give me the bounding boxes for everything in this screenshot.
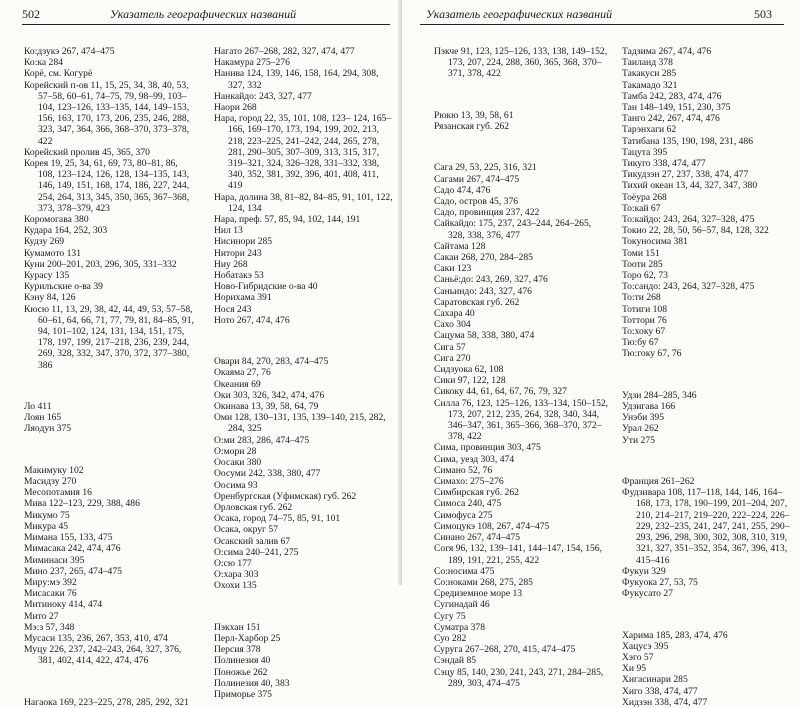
- index-entry: Нисинори 285: [214, 236, 273, 248]
- index-entry: Нара, долина 38, 81–82, 84–85, 91, 101, 122, 124, 134: [214, 191, 393, 214]
- index-entry: Тан 148–149, 151, 230, 375: [622, 102, 731, 114]
- index-entry: Токуносима 381: [622, 236, 688, 248]
- index-entry: Ното 267, 474, 476: [214, 314, 290, 326]
- index-entry: Мэ:з 57, 348: [24, 621, 75, 633]
- index-entry: Татибана 135, 190, 198, 231, 486: [622, 135, 754, 147]
- index-entry: О:сима 240–241, 275: [214, 546, 299, 558]
- index-entry: Саньё:до: 243, 269, 327, 476: [434, 274, 548, 286]
- index-entry: О:ми 283, 286, 474–475: [214, 434, 310, 446]
- index-entry: Курильские о-ва 39: [24, 281, 103, 293]
- index-entry: Микура 45: [24, 520, 69, 532]
- letter-group-gap: [434, 89, 610, 100]
- index-entry: Нагаока 169, 223–225, 278, 285, 292, 321: [24, 696, 189, 708]
- index-entry: Таиланд 378: [622, 57, 673, 69]
- index-entry: Лоян 165: [24, 412, 62, 424]
- index-entry: Мусаси 135, 236, 267, 353, 410, 474: [24, 632, 168, 644]
- index-entry: Ко:дзукэ 267, 474–475: [24, 46, 115, 57]
- index-entry: Тоттори 76: [622, 314, 667, 326]
- index-entry: Симофуса 275: [434, 509, 493, 521]
- index-entry: Удзи 284–285, 346: [622, 389, 697, 401]
- letter-group-gap: [24, 444, 196, 455]
- letter-group-gap: [24, 676, 196, 687]
- index-entry: Кудара 164, 252, 303: [24, 225, 108, 237]
- right-page: [402, 0, 800, 708]
- index-entry: Персия 378: [214, 644, 261, 656]
- index-entry: Франция 261–262: [622, 476, 695, 488]
- index-entry: Ляодун 375: [24, 423, 72, 435]
- index-entry: Оми 128, 130–131, 135, 139–140, 215, 282, 284, 325: [214, 412, 386, 435]
- index-entry: Сахара 40: [434, 308, 475, 320]
- index-entry: Томи 151: [622, 247, 660, 259]
- index-entry: Ло 411: [24, 401, 52, 413]
- letter-group-gap: [24, 380, 196, 391]
- index-entry: О:мори 28: [214, 445, 257, 457]
- index-entry: Сайтама 128: [434, 240, 486, 252]
- index-entry: Океания 69: [214, 378, 261, 390]
- index-entry: Оосима 93: [214, 479, 258, 491]
- index-entry: Осака, округ 57: [214, 524, 278, 536]
- right-running-head: [402, 5, 800, 23]
- index-entry: Нара, город 22, 35, 101, 108, 123– 124, 165–166, 169–170, 173, 194, 199, 202, 213, 218, 223–225, 241–242, 244, 265, 278, 281, 290–305, 307–309, 313, 315, 317, 319–321, 324, 326–328, 331–332, 338, 340, 352, 381, 392, 396, 401, 408, 411, 419: [214, 113, 392, 192]
- index-entry: То:хоку 67: [622, 326, 666, 338]
- index-entry: Симоцукэ 108, 267, 474–475: [434, 520, 550, 532]
- index-entry: Такамадо 321: [622, 79, 678, 91]
- index-entry: Саратовская губ. 262: [434, 296, 520, 308]
- index-entry: Курасу 135: [24, 270, 70, 282]
- right-index-column-2: [622, 46, 794, 708]
- index-entry: Фукуока 27, 53, 75: [622, 576, 698, 588]
- index-entry: Сагами 267, 474–475: [434, 173, 520, 185]
- index-entry: Рюкю 13, 39, 58, 61: [434, 109, 514, 121]
- index-entry: Нанива 124, 139, 146, 158, 164, 294, 308, 327, 332: [214, 68, 379, 91]
- index-entry: Тарэнхаги 62: [622, 124, 677, 136]
- index-entry: Сайкайдо: 175, 237, 243–244, 264–265, 328, 338, 376, 477: [434, 218, 592, 241]
- index-entry: Мимасака 242, 474, 476: [24, 543, 121, 555]
- index-entry: Тамба 242, 283, 474, 476: [622, 90, 722, 102]
- index-entry: Хэго 57: [622, 651, 654, 663]
- index-entry: Синано 267, 474–475: [434, 532, 521, 544]
- index-entry: Тоёура 268: [622, 191, 667, 203]
- index-entry: Нитори 243: [214, 247, 262, 259]
- left-running-title: Указатель географических названий: [110, 7, 297, 21]
- index-entry: Нагато 267–268, 282, 327, 474, 477: [214, 46, 355, 57]
- index-entry: Сага 29, 53, 225, 316, 321: [434, 162, 537, 174]
- index-entry: Сугу 75: [434, 610, 466, 622]
- left-running-head: [0, 5, 402, 23]
- index-entry: Согя 96, 132, 139–141, 144–147, 154, 156, 189, 191, 221, 255, 422: [434, 543, 603, 566]
- left-header-rule: [22, 24, 390, 25]
- index-entry: Корейский пролив 45, 365, 370: [24, 146, 150, 158]
- index-entry: Со:ноками 268, 275, 285: [434, 576, 533, 588]
- right-index-column-1: [434, 46, 610, 689]
- index-entry: Миру:мэ 392: [24, 576, 77, 588]
- letter-group-gap: [622, 369, 794, 380]
- index-entry: Мито 27: [24, 610, 59, 622]
- index-entry: Микумо 75: [24, 509, 70, 521]
- index-entry: Фудзивара 108, 117–118, 144, 146, 164–168, 173, 178, 190–199, 201–204, 207, 210, 214–217, 219–220, 222–224, 226–229, 232–235, 241, 247, 241, 255, 290–293, 296, 298, 300, 302, 308, 310, 319, 321, 327, 351–352, 354, 367, 396, 413, 415–416: [622, 487, 790, 566]
- index-entry: Сига 57: [434, 341, 466, 353]
- index-entry: Сима, уезд 303, 474: [434, 453, 515, 465]
- index-entry: Сацума 58, 338, 380, 474: [434, 330, 535, 342]
- letter-group-gap: [622, 609, 794, 620]
- index-entry: Миминаси 395: [24, 554, 85, 566]
- index-entry: Симоса 240, 475: [434, 498, 502, 510]
- index-entry: Кюсю 11, 13, 29, 38, 42, 44, 49, 53, 57–58, 60–61, 64, 66, 71, 77, 79, 81, 84–85, 91, 94, 101–102, 124, 131, 134, 151, 175, 178, 197, 199, 217–218, 236, 239, 244, 269, 328, 332, 347, 370, 372, 377–380, 386: [24, 303, 194, 371]
- index-entry: Мино 237, 265, 474–475: [24, 565, 122, 577]
- index-entry: Охохи 135: [214, 580, 257, 592]
- index-entry: Сикоку 44, 61, 64, 67, 76, 79, 327: [434, 386, 567, 398]
- index-entry: Хиго 338, 474, 477: [622, 685, 698, 697]
- index-entry: Сики 97, 122, 128: [434, 375, 506, 387]
- letter-group-gap: [622, 455, 794, 466]
- index-entry: Фукуи 329: [622, 565, 666, 577]
- index-entry: Саньиндо: 243, 327, 476: [434, 285, 532, 297]
- index-entry: Тооти 285: [622, 258, 663, 270]
- index-entry: Тотиги 108: [622, 303, 667, 315]
- index-entry: Садо, провинция 237, 422: [434, 207, 540, 219]
- index-entry: Норихама 391: [214, 292, 272, 304]
- index-entry: Мимана 155, 133, 475: [24, 532, 113, 544]
- index-entry: Накамура 275–276: [214, 57, 290, 69]
- index-entry: Кумамото 131: [24, 247, 82, 259]
- index-entry: Сэндай 85: [434, 655, 477, 667]
- index-entry: Кэну 84, 126: [24, 292, 76, 304]
- index-entry: Удзигава 166: [622, 401, 676, 413]
- index-entry: То:сандо: 243, 264, 327–328, 475: [622, 281, 755, 293]
- letter-group-gap: [434, 142, 610, 153]
- right-header-rule: [420, 24, 784, 25]
- index-entry: Ути 275: [622, 434, 655, 446]
- index-entry: Осакский залив 67: [214, 535, 291, 547]
- index-entry: Пэкхан 151: [214, 621, 261, 633]
- index-entry: Хигасинари 285: [622, 674, 688, 686]
- index-entry: Оренбургская (Уфимская) губ. 262: [214, 490, 357, 502]
- index-entry: Тикудзэн 27, 237, 338, 474, 477: [622, 169, 749, 181]
- index-entry: Фукусато 27: [622, 588, 673, 600]
- index-entry: Тю:гоку 67, 76: [622, 348, 682, 360]
- index-entry: Садо 474, 476: [434, 184, 491, 196]
- left-index-column-2: [214, 46, 394, 700]
- index-entry: Хацусэ 395: [622, 640, 669, 652]
- index-entry: Пэкче 91, 123, 125–126, 133, 138, 149–152, 173, 207, 224, 288, 360, 365, 368, 370–371, 378, 422: [434, 46, 608, 80]
- index-entry: Ко:ка 284: [24, 57, 63, 69]
- index-entry: Харима 185, 283, 474, 476: [622, 629, 728, 641]
- index-entry: Коромогава 380: [24, 214, 89, 226]
- index-entry: Наори 268: [214, 102, 257, 114]
- index-entry: Оосуми 242, 338, 380, 477: [214, 468, 321, 480]
- index-entry: Кудзу 269: [24, 236, 65, 248]
- index-entry: Орловская губ. 262: [214, 501, 293, 513]
- index-entry: Сима, провинция 303, 475: [434, 442, 541, 454]
- index-entry: Хидзэн 338, 474, 477: [622, 696, 708, 708]
- index-entry: Такакуси 285: [622, 68, 677, 80]
- index-entry: Корейский п-ов 11, 15, 25, 34, 38, 40, 53, 57–58, 60–61, 74–75, 79, 98–99, 103–104, 123–126, 133–135, 144, 149–153, 156, 163, 170, 173, 206, 235, 246, 288, 323, 347, 364, 366, 368–370, 373–378, 422: [24, 79, 190, 147]
- index-entry: Нося 243: [214, 303, 252, 315]
- index-entry: Тикуго 338, 474, 477: [622, 158, 706, 170]
- index-entry: Сидзуока 62, 108: [434, 364, 504, 376]
- index-entry: Суруга 267–268, 270, 415, 474–475: [434, 644, 576, 656]
- index-entry: Нил 13: [214, 225, 243, 237]
- index-entry: Масидзу 270: [24, 476, 77, 488]
- index-entry: То:кайдо: 243, 264, 327–328, 475: [622, 214, 755, 226]
- index-entry: Суо 282: [434, 632, 467, 644]
- index-entry: Рязанская губ. 262: [434, 121, 510, 132]
- index-entry: Саки 123: [434, 263, 472, 275]
- index-entry: Ниу 268: [214, 258, 248, 270]
- index-entry: Оки 303, 326, 342, 474, 476: [214, 389, 325, 401]
- index-entry: Симахо: 275–276: [434, 476, 504, 488]
- index-entry: Со:носима 475: [434, 565, 495, 577]
- index-entry: Полинезия 40, 383: [214, 677, 290, 689]
- index-entry: Окинава 13, 39, 58, 64, 79: [214, 401, 319, 413]
- index-entry: Макимуку 102: [24, 464, 84, 476]
- left-page-number: 502: [22, 7, 40, 21]
- index-entry: О:хара 303: [214, 569, 259, 581]
- index-entry: То:ти 268: [622, 292, 661, 304]
- index-entry: Перл-Харбор 25: [214, 632, 281, 644]
- index-entry: Торо 62, 73: [622, 270, 668, 282]
- index-entry: Тацута 395: [622, 146, 668, 158]
- index-entry: Осака, город 74–75, 85, 91, 101: [214, 513, 341, 525]
- index-entry: То:кай 67: [622, 202, 661, 214]
- index-entry: Приморье 375: [214, 688, 272, 700]
- index-entry: Тадзима 267, 474, 476: [622, 46, 712, 57]
- index-entry: Корё, см. Когурё: [24, 68, 93, 80]
- left-index-column-1: [24, 46, 196, 708]
- index-entry: Сугинадай 46: [434, 599, 490, 611]
- index-entry: Митинoку 414, 474: [24, 599, 103, 611]
- index-entry: Корея 19, 25, 34, 61, 69, 73, 80–81, 86, 108, 123–124, 126, 128, 134–135, 143, 146, 149, 151, 168, 174, 186, 227, 244, 254, 264, 313, 345, 350, 365, 367–368, 373, 378–379, 423: [24, 158, 190, 214]
- index-entry: Овари 84, 270, 283, 474–475: [214, 356, 329, 368]
- index-entry: Сэцу 85, 140, 230, 241, 243, 271, 284–285, 289, 303, 474–475: [434, 666, 604, 689]
- index-entry: О:сю 177: [214, 557, 252, 569]
- index-entry: Куни 200–201, 203, 296, 305, 331–332: [24, 258, 177, 270]
- index-entry: Оосаки 380: [214, 457, 262, 469]
- index-entry: Хи 95: [622, 663, 647, 675]
- right-running-title: Указатель географических названий: [426, 7, 613, 21]
- index-entry: Садо, остров 45, 376: [434, 196, 519, 207]
- index-entry: Месопотамия 16: [24, 487, 92, 499]
- right-page-number: 503: [754, 7, 772, 21]
- letter-group-gap: [214, 601, 394, 612]
- index-entry: Мисасаки 76: [24, 588, 77, 600]
- index-entry: Нобатакэ 53: [214, 270, 264, 282]
- index-entry: Тихий океан 13, 44, 327, 347, 380: [622, 180, 758, 192]
- index-entry: Унэби 395: [622, 412, 665, 424]
- index-entry: Ново-Гибридские о-ва 40: [214, 281, 318, 293]
- index-entry: Окаяма 27, 76: [214, 367, 271, 379]
- index-entry: Сига 270: [434, 352, 471, 364]
- index-entry: Мива 122–123, 229, 388, 486: [24, 498, 140, 510]
- index-entry: Танго 242, 267, 474, 476: [622, 113, 720, 125]
- index-entry: Полинезия 40: [214, 655, 271, 667]
- index-entry: Нара, преф. 57, 85, 94, 102, 144, 191: [214, 214, 361, 226]
- index-entry: Нанкайдо: 243, 327, 477: [214, 90, 312, 102]
- index-entry: Урал 262: [622, 423, 659, 435]
- index-entry: Сакаи 268, 270, 284–285: [434, 252, 533, 264]
- index-entry: Силла 76, 123, 125–126, 133–134, 150–152, 173, 207, 212, 235, 264, 328, 340, 344, 346–347, 361, 365–366, 368–370, 372–378, 422: [434, 397, 609, 443]
- index-entry: Симбирская губ. 262: [434, 487, 519, 499]
- index-entry: Поножье 262: [214, 666, 268, 678]
- letter-group-gap: [214, 336, 394, 347]
- index-entry: Симано 52, 76: [434, 464, 493, 476]
- index-entry: Тю:бу 67: [622, 337, 659, 349]
- index-entry: Суматра 378: [434, 621, 485, 633]
- index-entry: Муцу 226, 237, 242–243, 264, 327, 376, 381, 402, 414, 422, 474, 476: [24, 644, 182, 667]
- index-entry: Сахо 304: [434, 319, 471, 331]
- index-entry: Средиземное море 13: [434, 588, 523, 600]
- index-entry: Токио 22, 28, 50, 56–57, 84, 128, 322: [622, 225, 769, 237]
